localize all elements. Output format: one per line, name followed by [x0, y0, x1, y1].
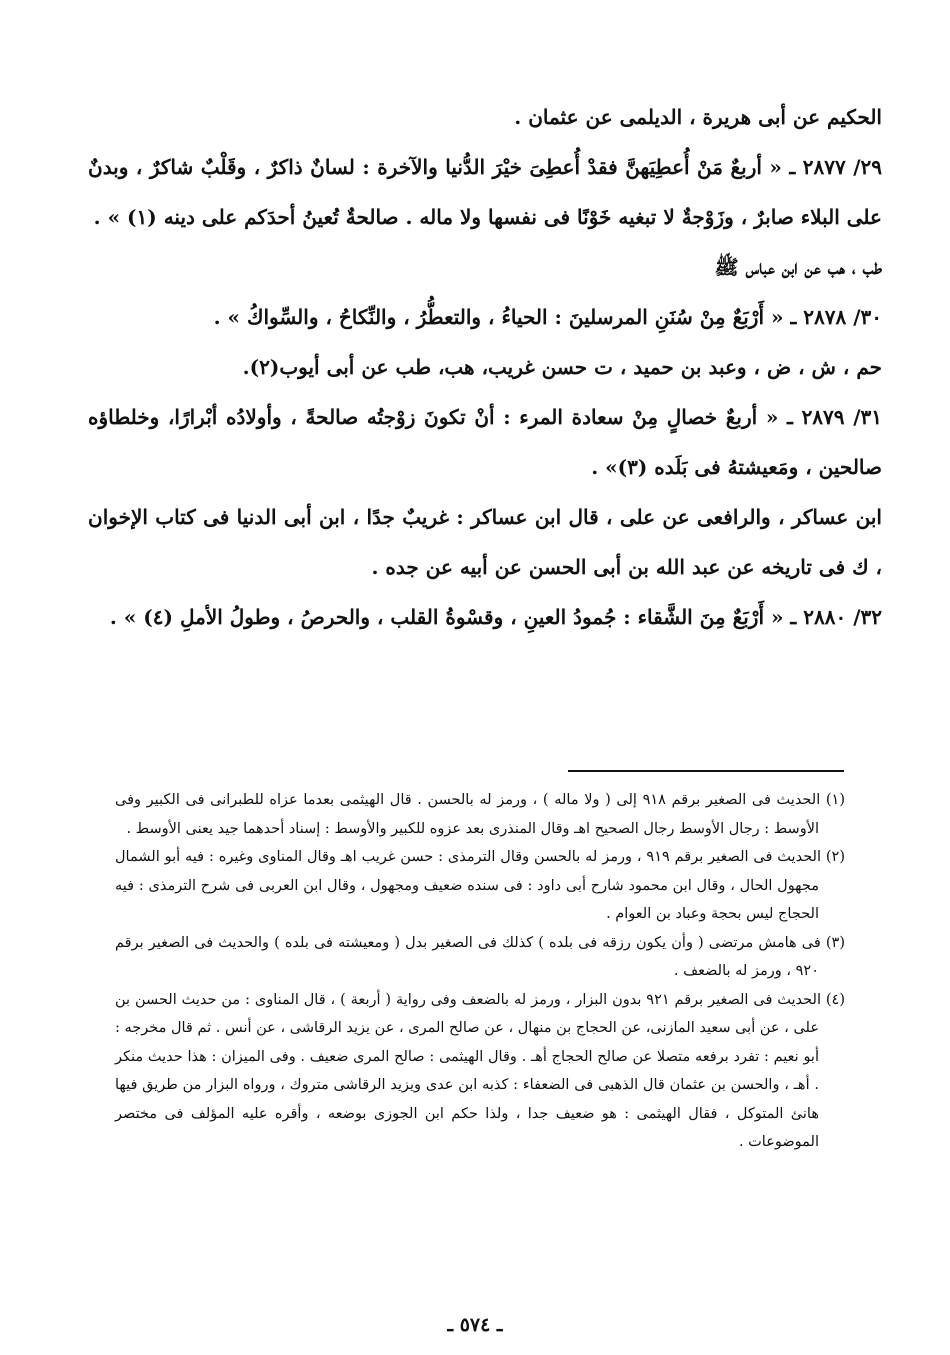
- footnote-1: (١) الحديث فى الصغير برقم ٩١٨ إلى ( ولا ماله ) ، ورمز له بالحسن . قال الهيثمى بعدما عزاه للطبرانى فى الكبير وفى الأوسط : رجال الأوسط رجال الصحيح اهـ وقال المنذرى بعد عزوه للكبير والأوسط : إسناد أحدهما جيد يعنى الأوسط .: [115, 792, 846, 837]
- footnote-3: (٣) فى هامش مرتضى ( وأن يكون رزقه فى بلده ) كذلك فى الصغير بدل ( ومعيشته فى بلده ) والحديث فى الصغير برقم ٩٢٠ ، ورمز له بالضعف .: [115, 934, 845, 979]
- hadith-2878: ٣٠/ ٢٨٧٨ ـ « أَرْبَعٌ مِنْ سُنَنِ المرسلينَ : الحياءُ ، والتعطُّرُ ، والنِّكاحُ ، والسِّواكُ » .: [213, 305, 882, 329]
- footnote-2: (٢) الحديث فى الصغير برقم ٩١٩ ، ورمز له بالحسن وقال الترمذى : حسن غريب اهـ وقال المناوى وغيره : فيه أبو الشمال مجهول الحال ، وقال ابن محمود شارح أبى داود : فى سنده ضعيف ومجهول ، وقال ابن العربى فى شرح الترمذى : فيه الحجاج ليس بحجة وعباد بن العوام .: [115, 849, 845, 922]
- hadith-2880: ٣٢/ ٢٨٨٠ ـ « أَرْبَعٌ مِنَ الشَّقاء : جُمودُ العينِ ، وقسْوةُ القلب ، والحرصُ ، وطولُ الأملِ (٤) » .: [109, 605, 882, 629]
- footnote-4: (٤) الحديث فى الصغير برقم ٩٢١ بدون البزار ، ورمز له بالضعف وفى رواية ( أربعة ) ، قال المناوى : من حديث الحسن بن على ، عن أبى سعيد المازنى، عن الحجاج بن منهال ، عن صالح المرى ، عن يزيد الرقاشى ، عن أنس . ثم قال مخرجه : أبو نعيم : تفرد برفعه متصلا عن صالح الحجاج أهـ . وقال الهيثمى : صالح المرى ضعيف . وفى الميزان : هذا حديث منكر . أهـ ، والحسن بن عثمان قال الذهبى فى الضعفاء : كذبه ابن عدى ويزيد الرقاشى متروك ، ورواه البزار من طريق فيها هانئ المتوكل ، فقال الهيثمى : هو ضعيف جدا ، ولذا حكم ابن الجوزى بوضعه ، وأقره عليه المؤلف فى مختصر الموضوعات .: [115, 991, 845, 1150]
- main-text: [88, 92, 882, 642]
- hadith-2878-sources: حم ، ش ، ض ، وعبد بن حميد ، ت حسن غريب، هب، طب عن أبى أيوب(٢).: [242, 355, 882, 379]
- page-number: ـ ٥٧٤ ـ: [447, 1314, 503, 1336]
- footnotes: [115, 786, 845, 1157]
- paragraph-source-line: الحكيم عن أبى هريرة ، الديلمى عن عثمان .: [514, 105, 882, 129]
- hadith-2879-sources: ابن عساكر ، والرافعى عن على ، قال ابن عساكر : غريبٌ جدًا ، ابن أبى الدنيا فى كتاب الإخوان ، ك فى تاريخه عن عبد الله بن أبى الحسن عن أبيه عن جده .: [88, 505, 882, 579]
- footnote-divider: [568, 770, 844, 772]
- hadith-2877: ٢٩/ ٢٨٧٧ ـ « أربعٌ مَنْ أُعطِيَهنَّ فقدْ أُعطِىَ خيْرَ الدُّنيا والآخرة : لسانٌ ذاكرٌ ، وقَلْبٌ شاكرٌ ، وبدنٌ على البلاء صابرٌ ، وزَوْجةٌ لا تبغيه خَوْنًا فى نفسها ولا ماله . صالحةٌ تُعينُ أحدَكم على دينه (١) » .: [88, 155, 882, 229]
- hadith-2877-sources: طب ، هب عن ابن عباس ﷺ: [714, 255, 882, 279]
- hadith-2879: ٣١/ ٢٨٧٩ ـ « أربعٌ خصالٍ مِنْ سعادة المرء : أنْ تكونَ زوْجتُه صالحةً ، وأولادُه أبْرارًا، وخلطاؤه صالحين ، ومَعيشتهُ فى بَلَده (٣)» .: [88, 405, 882, 479]
